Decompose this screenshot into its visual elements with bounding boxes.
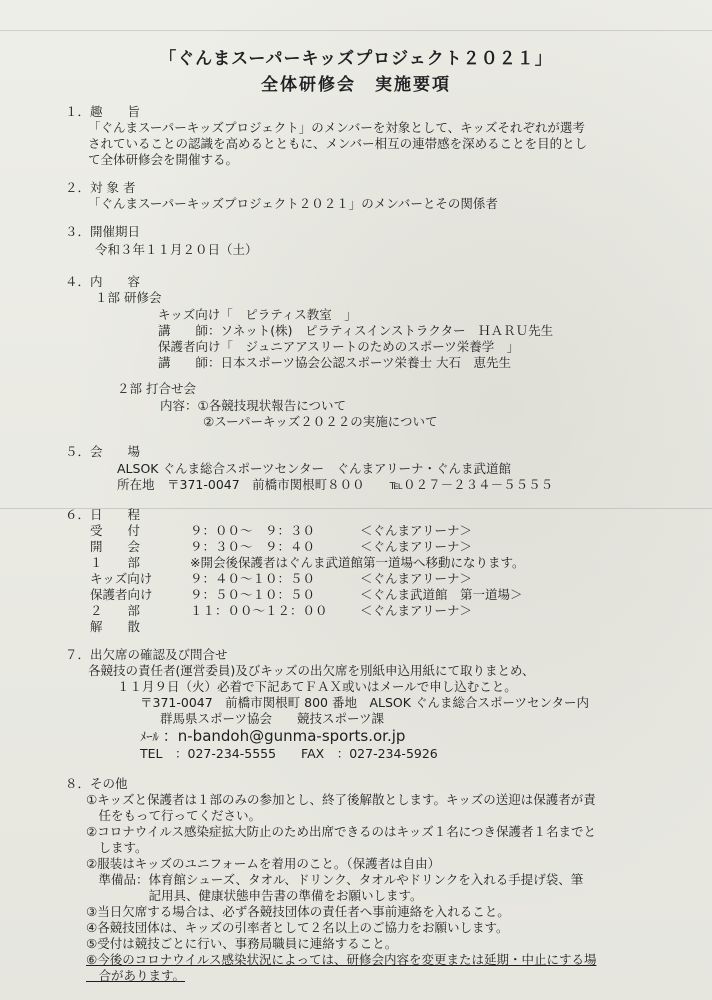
part-2-content: 内容：①各競技現状報告について <box>160 398 346 413</box>
section-6-heading: ６．日 程 <box>65 507 141 522</box>
kids-program: キッズ向け「 ピラティス教室 」 <box>158 307 357 322</box>
note-line: ⑤受付は競技ごとに行い、事務局職員に連絡すること。 <box>86 936 398 951</box>
section-8-heading: ８．その他 <box>65 776 128 791</box>
section-1-heading: １．趣 旨 <box>65 104 141 119</box>
schedule-label: 解 散 <box>90 619 141 634</box>
schedule-place: ＜ぐんまアリーナ＞ <box>360 523 473 538</box>
part-1-title: １部 研修会 <box>95 290 162 305</box>
section-2-text: 「ぐんまスーパーキッズプロジェクト２０２１」のメンバーとその関係者 <box>88 196 498 211</box>
schedule-label: 開 会 <box>90 539 141 554</box>
schedule-place: ＜ぐんまアリーナ＞ <box>360 571 473 586</box>
schedule-place: ＜ぐんまアリーナ＞ <box>360 539 473 554</box>
part-2-title: ２部 打合せ会 <box>117 381 196 396</box>
section-2-heading: ２．対 象 者 <box>65 180 136 195</box>
schedule-time: ９：３０～ ９：４０ <box>190 539 316 554</box>
schedule-label: １ 部 <box>90 555 141 570</box>
section-1-line: 「ぐんまスーパーキッズプロジェクト」のメンバーを対象として、キッズそれぞれが選考 <box>88 120 585 135</box>
tel-fax: TEL ：027-234-5555 FAX ：027-234-5926 <box>140 746 438 761</box>
schedule-label: 保護者向け <box>90 587 153 602</box>
kids-lecturer: 講 師：ソネット(株) ピラティスインストラクター ＨＡＲＵ先生 <box>158 323 554 338</box>
fold-line <box>0 30 712 31</box>
inquiry-line: 各競技の責任者(運営委員)及びキッズの出欠席を別紙申込用紙にて取りまとめ、 <box>88 663 535 678</box>
schedule-place: ＜ぐんま武道館 第一道場＞ <box>360 587 523 602</box>
email-address: ：n-bandoh@gunma-sports.or.jp <box>162 727 406 745</box>
note-line: 記用具、健康状態申告書の準備をお願いします。 <box>86 888 423 903</box>
note-line: ②服装はキッズのユニフォームを着用のこと。（保護者は自由） <box>86 856 441 871</box>
section-1-line: されていることの認識を高めるとともに、メンバー相互の連帯感を深めることを目的とし <box>88 136 588 151</box>
section-4-heading: ４．内 容 <box>65 274 141 289</box>
note-line: ①キッズと保護者は１部のみの参加とし、終了後解散とします。キッズの送迎は保護者が責 <box>86 792 596 807</box>
parents-lecturer: 講 師：日本スポーツ協会公認スポーツ栄養士 大石 恵先生 <box>158 355 511 370</box>
inquiry-address: 〒371-0047 前橋市関根町 800 番地 ALSOK ぐんま総合スポーツセンター内 <box>140 695 589 710</box>
schedule-label: 受 付 <box>90 523 141 538</box>
document-subtitle: 全体研修会 実施要項 <box>261 75 451 95</box>
schedule-label: キッズ向け <box>90 571 153 586</box>
email-label: ﾒｰﾙ <box>140 729 159 744</box>
note-line: ③当日欠席する場合は、必ず各競技団体の責任者へ事前連絡を入れること。 <box>86 904 510 919</box>
schedule-time: ９：４０～１０：５０ <box>190 571 316 586</box>
part-2-content: ②スーパーキッズ２０２２の実施について <box>203 414 438 429</box>
note-line: 準備品：体育館シューズ、タオル、ドリンク、タオルやドリンクを入れる手提げ袋、筆 <box>86 872 584 887</box>
note-line: します。 <box>86 840 148 855</box>
schedule-note: ※開会後保護者はぐんま武道館第一道場へ移動になります。 <box>190 555 525 570</box>
section-5-heading: ５．会 場 <box>65 444 141 459</box>
note-line: ④各競技団体は、キッズの引率者として２名以上のご協力をお願いします。 <box>86 920 509 935</box>
parents-program: 保護者向け「 ジュニアアスリートのためのスポーツ栄養学 」 <box>158 339 520 354</box>
section-3-date: 令和３年１１月２０日（土） <box>95 242 258 257</box>
note-line-underlined: 合があります。 <box>86 968 186 983</box>
schedule-row <box>90 617 190 635</box>
schedule-label: ２ 部 <box>90 603 141 618</box>
schedule-time: ９：５０～１０：５０ <box>190 587 316 602</box>
section-1-line: て全体研修会を開催する。 <box>88 152 239 167</box>
note-line-underlined: ⑥今後のコロナウイルス感染状況によっては、研修会内容を変更または延期・中止にする場 <box>86 952 597 967</box>
venue-address: 所在地 〒371-0047 前橋市関根町８００ ℡０２７－２３４－５５５５ <box>117 477 554 492</box>
section-3-heading: ３．開催期日 <box>65 224 141 239</box>
email-row <box>140 725 405 746</box>
schedule-time: ９：００～ ９：３０ <box>190 523 316 538</box>
schedule-place: ＜ぐんまアリーナ＞ <box>360 603 473 618</box>
note-line: ②コロナウイルス感染症拡大防止のため出席できるのはキッズ１名につき保護者１名までと <box>86 824 596 839</box>
inquiry-organization: 群馬県スポーツ協会 競技スポーツ課 <box>160 711 385 726</box>
document-title: 「ぐんまスーパーキッズプロジェクト２０２１」 <box>159 49 553 69</box>
section-7-heading: ７．出欠席の確認及び問合せ <box>65 647 228 662</box>
schedule-time: １１：００～１２：００ <box>190 603 328 618</box>
inquiry-deadline: １１月９日（火）必着で下記あてＦＡＸ或いはメールで申し込むこと。 <box>117 679 517 694</box>
venue-name: ALSOK ぐんま総合スポーツセンター ぐんまアリーナ・ぐんま武道館 <box>117 461 511 476</box>
note-line: 任をもって行ってください。 <box>86 808 262 823</box>
